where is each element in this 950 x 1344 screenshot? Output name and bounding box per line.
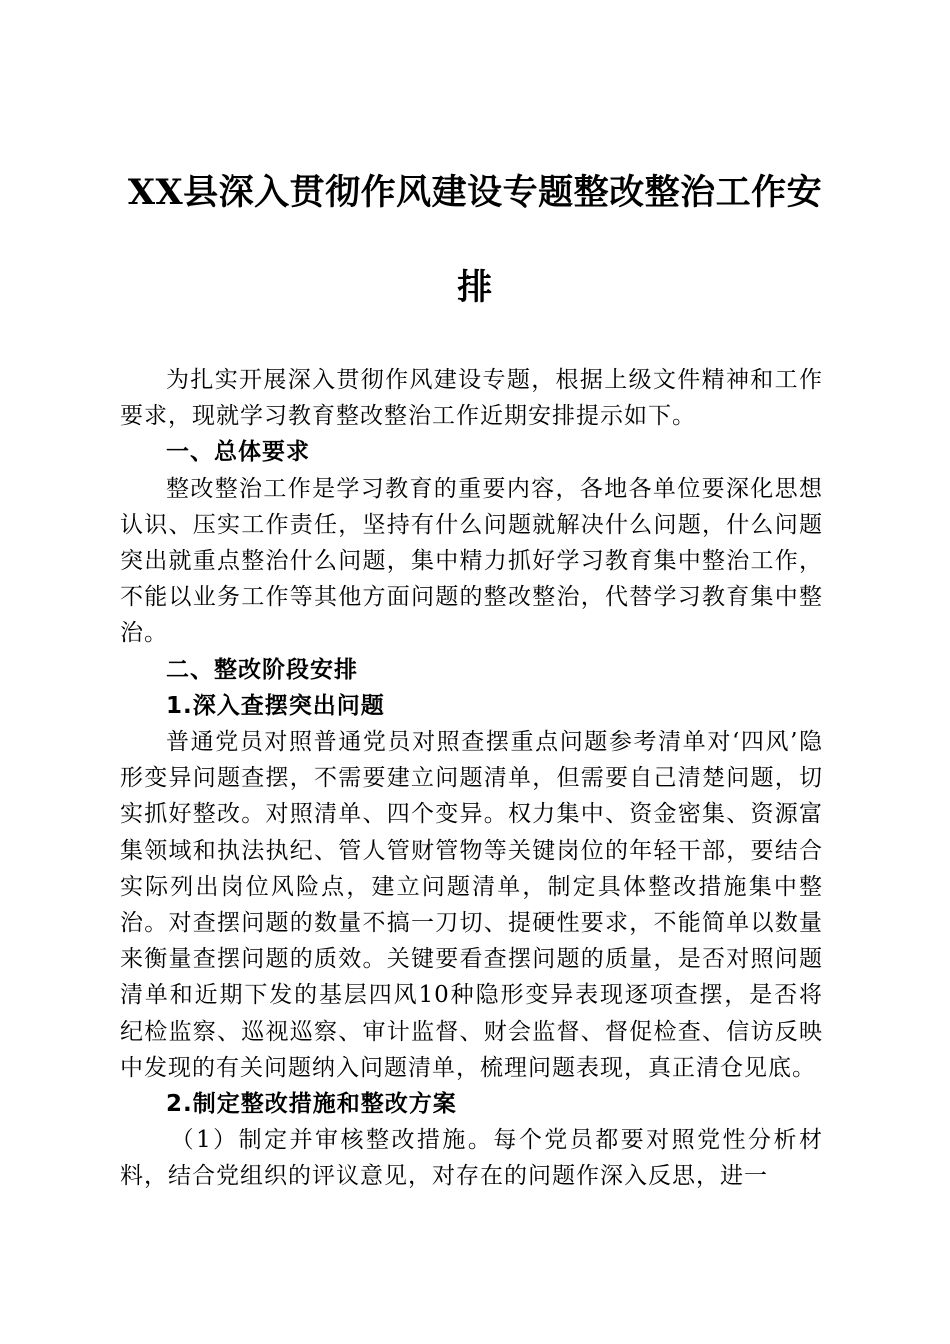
subsection-1-paragraph: 普通党员对照普通党员对照查摆重点问题参考清单对‘四风’隐形变异问题查摆，不需要建立问题清单，但需要自己清楚问题，切实抓好整改。对照清单、四个变异。权力集中、资金密集、资源富集领域和执法执纪、管人管财管物等关键岗位的年轻干部，要结合实际列出岗位风险点，建立问题清单，制定具体整改措施集中整治。对查摆问题的数量不搞一刀切、提硬性要求，不能简单以数量来衡量查摆问题的质效。关键要看查摆问题的质量，是否对照问题清单和近期下发的基层四风10种隐形变异表现逐项查摆，是否将纪检监察、巡视巡察、审计监督、财会监督、督促检查、信访反映中发现的有关问题纳入问题清单，梳理问题表现，真正清仓见底。 (120, 729, 823, 1081)
subsection-2-paragraph: （1）制定并审核整改措施。每个党员都要对照党性分析材料，结合党组织的评议意见，对存在的问题作深入反思，进一 (120, 1127, 823, 1190)
subsection-1-heading: 1.深入查摆突出问题 (166, 692, 385, 719)
document-title-line-1: XX县深入贯彻作风建设专题整改整治工作安 (127, 172, 823, 213)
section-1-paragraph: 整改整治工作是学习教育的重要内容，各地各单位要深化思想认识、压实工作责任，坚持有什么问题就解决什么问题，什么问题突出就重点整治什么问题，集中精力抓好学习教育集中整治工作，不能以业务工作等其他方面问题的整改整治，代替学习教育集中整治。 (120, 475, 823, 647)
intro-paragraph: 为扎实开展深入贯彻作风建设专题，根据上级文件精神和工作要求，现就学习教育整改整治工作近期安排提示如下。 (120, 367, 823, 430)
section-2-heading: 二、整改阶段安排 (166, 656, 358, 683)
subsection-2-heading: 2.制定整改措施和整改方案 (166, 1091, 457, 1118)
document-title-line-2: 排 (457, 267, 493, 308)
document-body (120, 362, 823, 1195)
section-1-heading: 一、总体要求 (166, 439, 310, 466)
